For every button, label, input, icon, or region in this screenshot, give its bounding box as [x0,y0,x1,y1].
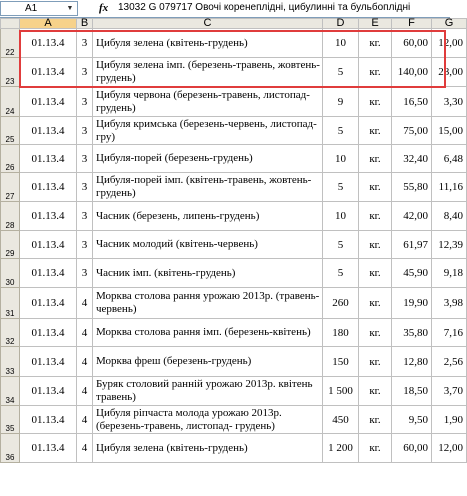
cell-product-name[interactable]: Морква столова рання імп. (березень-квітень) [93,319,323,347]
cell-price[interactable]: 16,50 [392,87,432,117]
column-header-f[interactable]: F [392,19,432,29]
cell-quantity[interactable]: 5 [323,259,359,288]
cell-quantity[interactable]: 5 [323,117,359,145]
cell-price[interactable]: 18,50 [392,377,432,406]
cell-code[interactable]: 01.13.4 [20,87,77,117]
row-number[interactable]: 26 [1,145,20,173]
select-all-corner[interactable] [1,19,20,29]
cell-price[interactable]: 61,97 [392,231,432,259]
cell-value[interactable]: 3,98 [432,288,467,319]
cell-unit[interactable]: кг. [359,58,392,87]
cell-group[interactable]: 4 [77,377,93,406]
cell-product-name[interactable]: Цибуля кримська (березень-червень, листопад-гру) [93,117,323,145]
formula-bar [0,0,450,18]
cell-quantity[interactable]: 150 [323,347,359,377]
table-row [1,288,467,319]
cell-code[interactable]: 01.13.4 [20,259,77,288]
cell-group[interactable]: 4 [77,288,93,319]
cell-quantity[interactable]: 450 [323,406,359,434]
cell-unit[interactable]: кг. [359,347,392,377]
name-box-dropdown-icon[interactable]: ▼ [66,5,74,12]
cell-group[interactable]: 3 [77,58,93,87]
row-number[interactable]: 24 [1,87,20,117]
cell-value[interactable]: 9,18 [432,259,467,288]
cell-quantity[interactable]: 1 500 [323,377,359,406]
cell-price[interactable]: 32,40 [392,145,432,173]
cell-group[interactable]: 3 [77,87,93,117]
cell-product-name[interactable]: Часник імп. (квітень-грудень) [93,259,323,288]
cell-group[interactable]: 4 [77,347,93,377]
cell-code[interactable]: 01.13.4 [20,202,77,231]
row-number[interactable]: 31 [1,288,20,319]
cell-code[interactable]: 01.13.4 [20,377,77,406]
cell-group[interactable]: 3 [77,29,93,58]
formula-input[interactable]: 13032 G 079717 Овочі коренеплідні, цибулинні та бульбоплідні [118,2,411,13]
cell-code[interactable]: 01.13.4 [20,58,77,87]
cell-product-name[interactable]: Цибуля ріпчаста молода урожаю 2013р. (березень-травень, листопад- грудень) [93,406,323,434]
cell-code[interactable]: 01.13.4 [20,288,77,319]
table-row [1,231,467,259]
cell-unit[interactable]: кг. [359,231,392,259]
cell-group[interactable]: 3 [77,173,93,202]
cell-product-name[interactable]: Цибуля зелена (квітень-грудень) [93,29,323,58]
cell-unit[interactable]: кг. [359,87,392,117]
table-row [1,259,467,288]
cell-code[interactable]: 01.13.4 [20,173,77,202]
cell-price[interactable]: 35,80 [392,319,432,347]
name-box[interactable] [0,1,78,16]
cell-unit[interactable]: кг. [359,173,392,202]
cell-price[interactable]: 42,00 [392,202,432,231]
cell-quantity[interactable]: 5 [323,58,359,87]
row-number[interactable]: 25 [1,117,20,145]
cell-value[interactable]: 2,56 [432,347,467,377]
cell-quantity[interactable]: 10 [323,145,359,173]
cell-product-name[interactable]: Цибуля-порей (березень-грудень) [93,145,323,173]
cell-code[interactable]: 01.13.4 [20,406,77,434]
cell-value[interactable]: 7,16 [432,319,467,347]
table-row [1,58,467,87]
cell-price[interactable]: 19,90 [392,288,432,319]
name-box-value: A1 [25,3,38,14]
cell-quantity[interactable]: 9 [323,87,359,117]
table-row [1,434,467,463]
table-row [1,202,467,231]
row-number[interactable]: 23 [1,58,20,87]
table-row [1,319,467,347]
cell-unit[interactable]: кг. [359,406,392,434]
row-number[interactable]: 22 [1,29,20,58]
table-row [1,87,467,117]
cell-quantity[interactable]: 260 [323,288,359,319]
table-row [1,406,467,434]
cell-quantity[interactable]: 5 [323,231,359,259]
column-header-g[interactable]: G [432,19,467,29]
cell-price[interactable]: 55,80 [392,173,432,202]
cell-unit[interactable]: кг. [359,259,392,288]
cell-product-name[interactable]: Морква столова рання урожаю 2013р. (травень-червень) [93,288,323,319]
cell-price[interactable]: 9,50 [392,406,432,434]
cell-unit[interactable]: кг. [359,434,392,463]
row-number[interactable]: 36 [1,434,20,463]
cell-price[interactable]: 60,00 [392,434,432,463]
cell-unit[interactable]: кг. [359,288,392,319]
cell-product-name[interactable]: Часник (березень, липень-грудень) [93,202,323,231]
cell-unit[interactable]: кг. [359,29,392,58]
cell-group[interactable]: 3 [77,202,93,231]
cell-value[interactable]: 12,00 [432,434,467,463]
cell-group[interactable]: 4 [77,319,93,347]
cell-product-name[interactable]: Цибуля червона (березень-травень, листопад-грудень) [93,87,323,117]
cell-product-name[interactable]: Часник молодий (квітень-червень) [93,231,323,259]
cell-group[interactable]: 4 [77,434,93,463]
cell-value[interactable]: 12,00 [432,29,467,58]
cell-price[interactable]: 140,00 [392,58,432,87]
cell-product-name[interactable]: Буряк столовий ранній урожаю 2013р. квітень травень) [93,377,323,406]
row-number[interactable]: 33 [1,347,20,377]
cell-group[interactable]: 3 [77,117,93,145]
cell-value[interactable]: 1,90 [432,406,467,434]
column-header-d[interactable]: D [323,19,359,29]
table-row [1,145,467,173]
cell-unit[interactable]: кг. [359,202,392,231]
spreadsheet-grid [0,18,467,463]
cell-value[interactable]: 28,00 [432,58,467,87]
cell-price[interactable]: 60,00 [392,29,432,58]
row-number[interactable]: 29 [1,231,20,259]
cell-code[interactable]: 01.13.4 [20,231,77,259]
cell-unit[interactable]: кг. [359,145,392,173]
cell-product-name[interactable]: Цибуля зелена (квітень-грудень) [93,434,323,463]
cell-price[interactable]: 75,00 [392,117,432,145]
column-header-c[interactable]: C [93,19,323,29]
cell-product-name[interactable]: Морква фреш (березень-грудень) [93,347,323,377]
cell-value[interactable]: 12,39 [432,231,467,259]
cell-quantity[interactable]: 5 [323,173,359,202]
table-row [1,377,467,406]
cell-unit[interactable]: кг. [359,117,392,145]
row-number[interactable]: 27 [1,173,20,202]
cell-quantity[interactable]: 1 200 [323,434,359,463]
row-number[interactable]: 34 [1,377,20,406]
cell-code[interactable]: 01.13.4 [20,145,77,173]
row-number[interactable]: 30 [1,259,20,288]
function-icon[interactable]: fx [99,2,109,14]
cell-code[interactable]: 01.13.4 [20,347,77,377]
row-number[interactable]: 32 [1,319,20,347]
table-row [1,173,467,202]
cell-price[interactable]: 45,90 [392,259,432,288]
cell-code[interactable]: 01.13.4 [20,319,77,347]
cell-price[interactable]: 12,80 [392,347,432,377]
cell-value[interactable]: 15,00 [432,117,467,145]
cell-group[interactable]: 4 [77,406,93,434]
cell-product-name[interactable]: Цибуля зелена імп. (березень-травень, жовтень-грудень) [93,58,323,87]
table-row [1,347,467,377]
cell-group[interactable]: 3 [77,145,93,173]
row-number[interactable]: 35 [1,406,20,434]
cell-code[interactable]: 01.13.4 [20,434,77,463]
cell-product-name[interactable]: Цибуля-порей імп. (квітень-травень, жовтень-грудень) [93,173,323,202]
cell-unit[interactable]: кг. [359,319,392,347]
row-number[interactable]: 28 [1,202,20,231]
cell-code[interactable]: 01.13.4 [20,117,77,145]
cell-quantity[interactable]: 10 [323,29,359,58]
cell-value[interactable]: 6,48 [432,145,467,173]
table-row [1,117,467,145]
column-header-row [1,19,467,29]
table-row [1,29,467,58]
cell-value[interactable]: 3,70 [432,377,467,406]
cell-unit[interactable]: кг. [359,377,392,406]
column-header-b[interactable]: B [77,19,93,29]
cell-quantity[interactable]: 180 [323,319,359,347]
cell-value[interactable]: 8,40 [432,202,467,231]
cell-value[interactable]: 3,30 [432,87,467,117]
cell-code[interactable]: 01.13.4 [20,29,77,58]
column-header-a[interactable]: A [20,19,77,29]
cell-group[interactable]: 3 [77,259,93,288]
cell-value[interactable]: 11,16 [432,173,467,202]
cell-group[interactable]: 3 [77,231,93,259]
column-header-e[interactable]: E [359,19,392,29]
cell-quantity[interactable]: 10 [323,202,359,231]
